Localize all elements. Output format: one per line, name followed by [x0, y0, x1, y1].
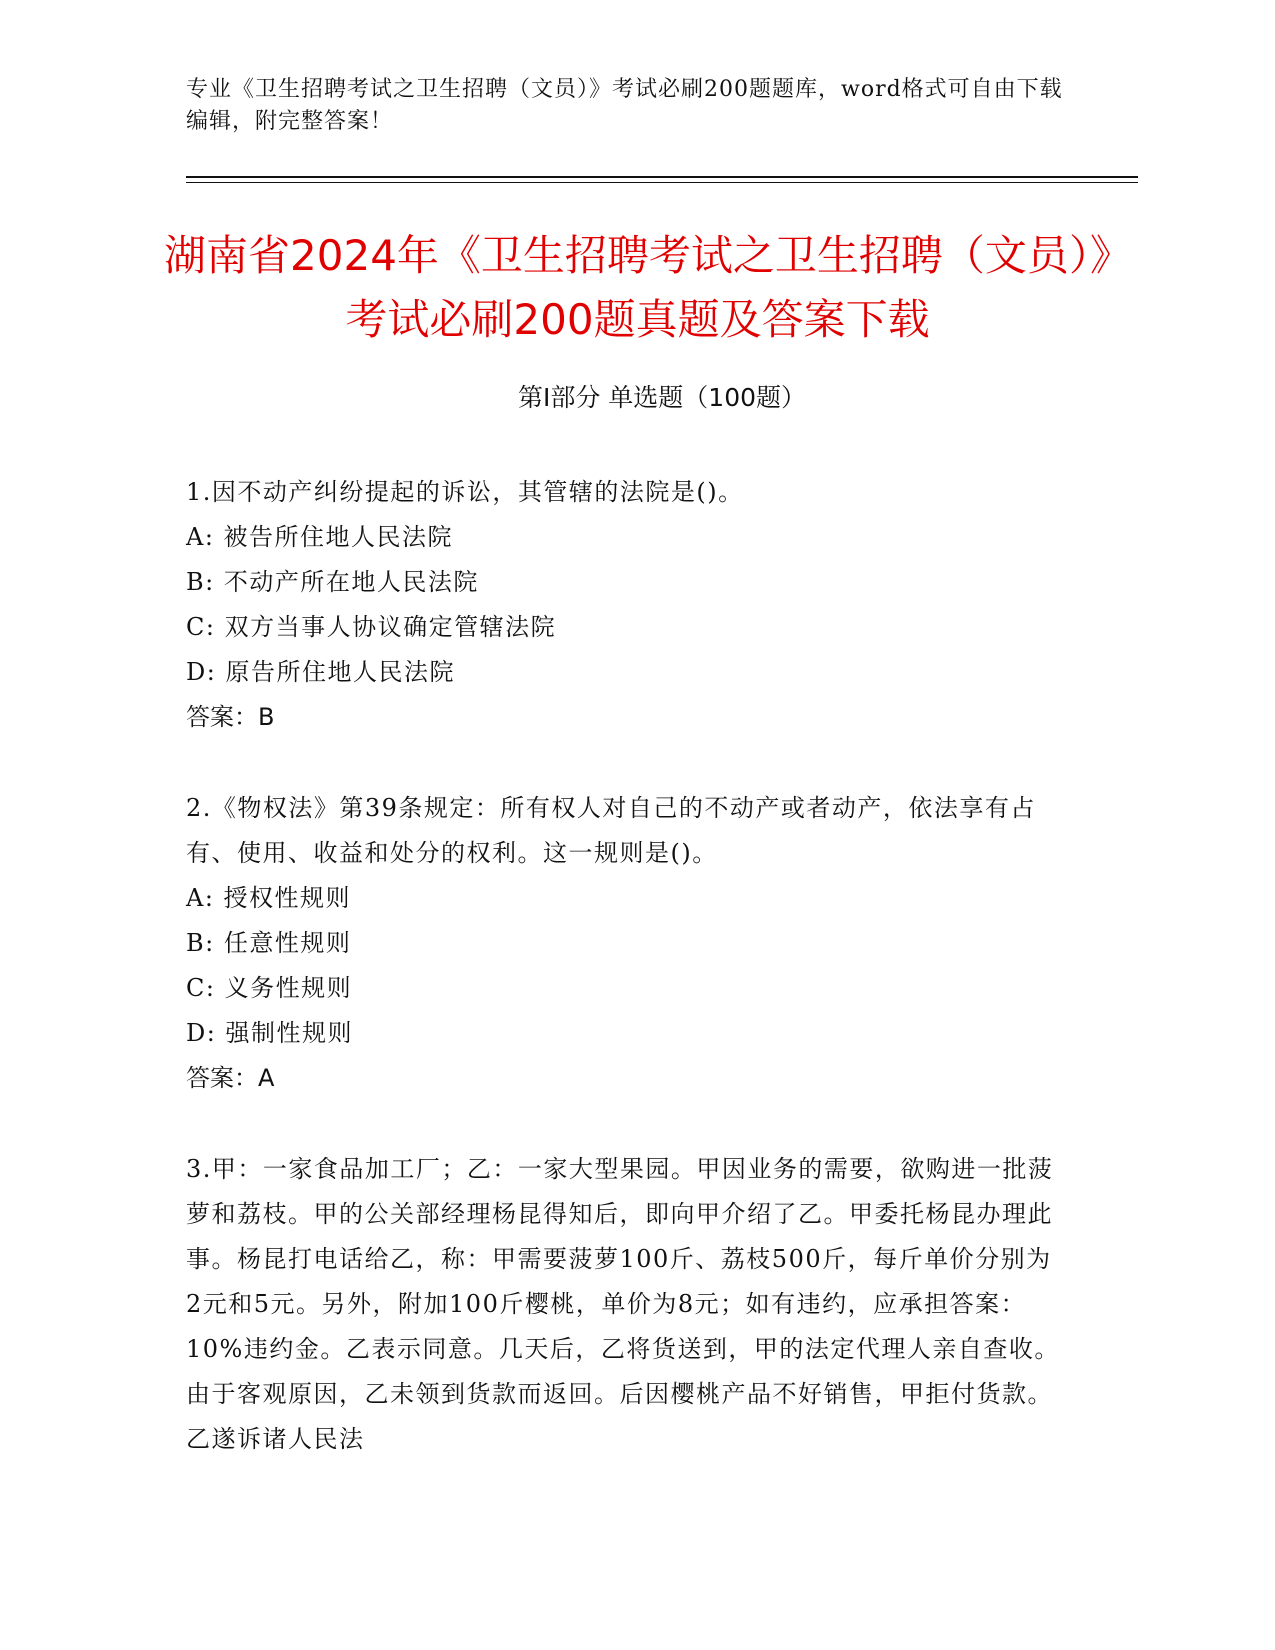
- option-a: A: 被告所住地人民法院: [186, 523, 454, 551]
- question-text: 2.《物权法》第39条规定：所有权人对自己的不动产或者动产，依法享有占有、使用、收益和处分的权利。这一规则是()。: [186, 794, 1036, 867]
- question-1: [186, 470, 1066, 740]
- question-text: 3.甲：一家食品加工厂；乙：一家大型果园。甲因业务的需要，欲购进一批菠萝和荔枝。甲的公关部经理杨昆得知后，即向甲介绍了乙。甲委托杨昆办理此事。杨昆打电话给乙，称：甲需要菠萝100斤、荔枝500斤，每斤单价分别为2元和5元。另外，附加100斤樱桃，单价为8元；如有违约，应承担答案：10%违约金。乙表示同意。几天后，乙将货送到，甲的法定代理人亲自查收。由于客观原因，乙未领到货款而返回。后因樱桃产品不好销售，甲拒付货款。乙遂诉诸人民法: [186, 1155, 1060, 1453]
- header-rule-thick: [186, 176, 1138, 178]
- answer-label: 答案：: [186, 1064, 258, 1092]
- option-b: B: 不动产所在地人民法院: [186, 568, 479, 596]
- answer-line: [186, 1056, 1066, 1101]
- document-title: 湖南省2024年《卫生招聘考试之卫生招聘（文员）》考试必刷200题真题及答案下载: [164, 231, 1111, 344]
- answer-line: [186, 695, 1066, 740]
- option-c: C: 双方当事人协议确定管辖法院: [186, 613, 557, 641]
- question-2: [186, 786, 1066, 1101]
- header-rule-thin: [186, 182, 1138, 183]
- question-list: [186, 470, 1066, 1508]
- answer-value: B: [258, 703, 275, 731]
- answer-label: 答案：: [186, 703, 258, 731]
- question-3: [186, 1147, 1066, 1462]
- option-c: C: 义务性规则: [186, 974, 353, 1002]
- option-d: D: 强制性规则: [186, 1019, 353, 1047]
- option-a: A: 授权性规则: [186, 884, 352, 912]
- option-b: B: 任意性规则: [186, 929, 352, 957]
- header-note: 专业《卫生招聘考试之卫生招聘（文员）》考试必刷200题题库，word格式可自由下载编辑，附完整答案！: [186, 77, 1063, 134]
- option-d: D: 原告所住地人民法院: [186, 658, 455, 686]
- answer-value: A: [258, 1064, 275, 1092]
- question-text: 1.因不动产纠纷提起的诉讼，其管辖的法院是()。: [186, 478, 744, 506]
- section-title: 第Ⅰ部分 单选题（100题）: [517, 383, 807, 412]
